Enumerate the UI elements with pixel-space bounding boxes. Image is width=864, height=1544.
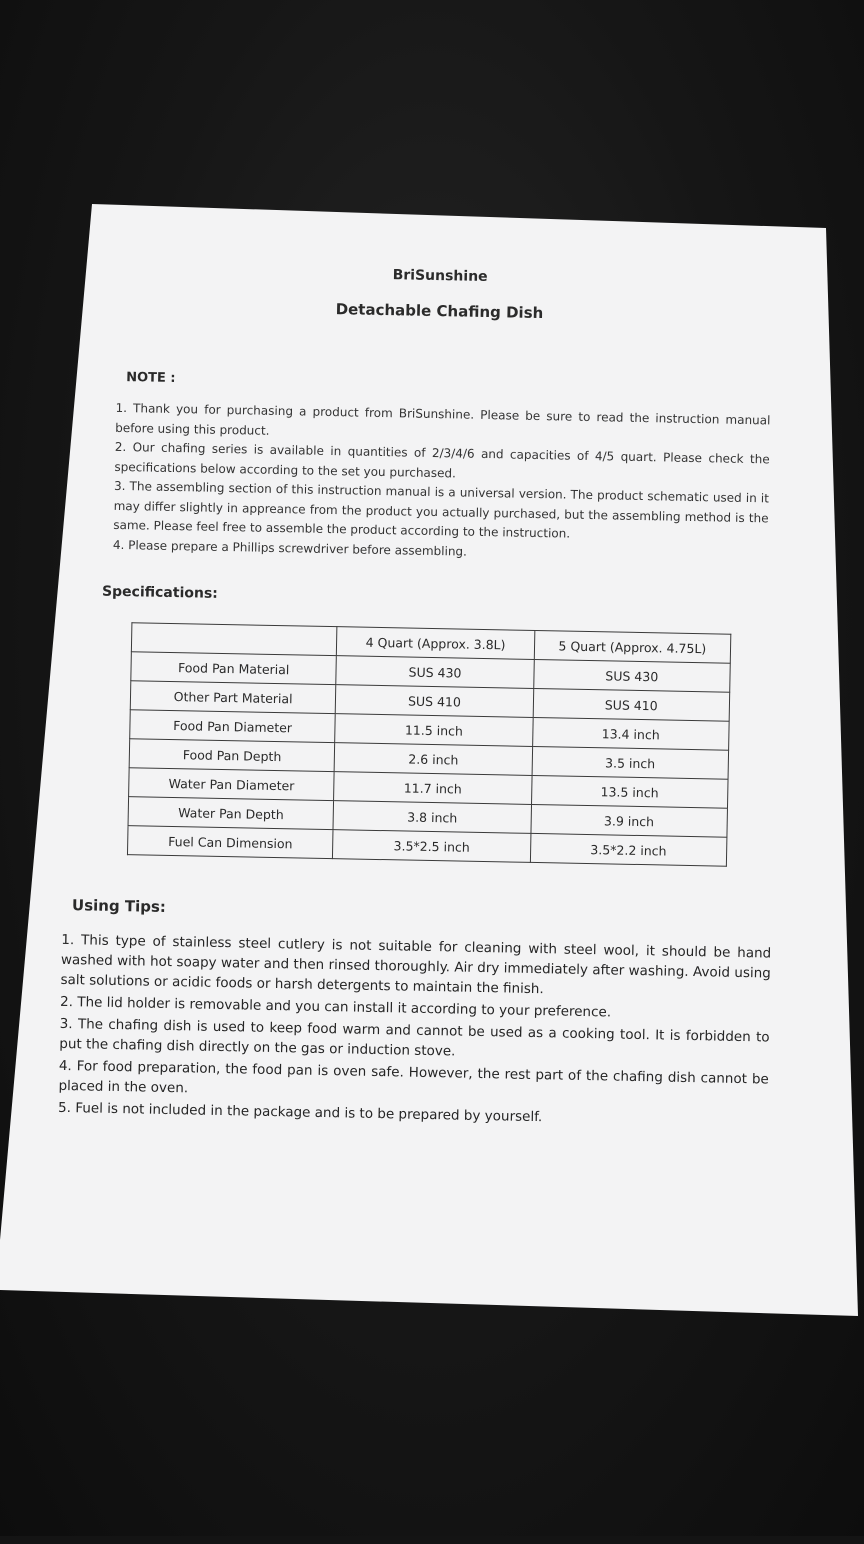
note-heading: NOTE : bbox=[125, 370, 176, 387]
specifications-table bbox=[127, 622, 731, 866]
note-item: 4. Please prepare a Phillips screwdriver before assembling. bbox=[112, 537, 468, 559]
table-cell: 13.5 inch bbox=[531, 775, 728, 808]
using-tips-list bbox=[58, 930, 772, 1134]
table-cell: 3.8 inch bbox=[333, 801, 531, 834]
table-cell: 3.5 inch bbox=[532, 746, 729, 779]
table-cell: 3.5*2.2 inch bbox=[530, 833, 727, 866]
specifications-heading: Specifications: bbox=[101, 583, 218, 602]
note-item: 2. Our chafing series is available in quantities of 2/3/4/6 and capacities of 4/5 quart. Please check the specifications below according to the set you purchased. bbox=[114, 439, 770, 480]
table-cell: Food Pan Depth bbox=[129, 739, 335, 772]
table-cell: SUS 430 bbox=[336, 656, 534, 689]
tip-item: 3. The chafing dish is used to keep food warm and cannot be used as a cooking tool. It is forbidden to put the chafing dish directly on the gas or induction stove. bbox=[59, 1015, 770, 1060]
note-list bbox=[113, 399, 771, 568]
table-cell: 13.4 inch bbox=[532, 717, 729, 750]
table-cell: SUS 430 bbox=[533, 659, 730, 692]
table-header-cell: 4 Quart (Approx. 3.8L) bbox=[337, 627, 535, 660]
table-header-cell: 5 Quart (Approx. 4.75L) bbox=[534, 630, 731, 663]
table-cell: SUS 410 bbox=[533, 688, 730, 721]
table-header-cell bbox=[131, 623, 337, 656]
using-tips-heading: Using Tips: bbox=[71, 896, 167, 916]
tip-item: 2. The lid holder is removable and you can install it according to your preference. bbox=[59, 993, 612, 1021]
brand-name: BriSunshine bbox=[392, 267, 488, 285]
table-cell: 11.5 inch bbox=[335, 714, 533, 747]
table-cell: Other Part Material bbox=[130, 681, 336, 714]
note-item: 3. The assembling section of this instruction manual is a universal version. The product schematic used in it may differ slightly in appreance from the product you actually purchased, but the assembling method is the same. Please feel free to assemble the product according to the instruction. bbox=[113, 478, 770, 541]
document-title: Detachable Chafing Dish bbox=[335, 300, 544, 323]
table-cell: 11.7 inch bbox=[334, 772, 532, 805]
table-cell: Food Pan Diameter bbox=[130, 710, 336, 743]
table-cell: Food Pan Material bbox=[131, 652, 337, 685]
table-cell: Fuel Can Dimension bbox=[127, 826, 333, 859]
tip-item: 4. For food preparation, the food pan is oven safe. However, the rest part of the chafing dish cannot be placed in the oven. bbox=[58, 1057, 769, 1097]
table-cell: 2.6 inch bbox=[334, 743, 532, 776]
tip-item: 5. Fuel is not included in the package and is to be prepared by yourself. bbox=[57, 1099, 543, 1126]
table-cell: 3.5*2.5 inch bbox=[333, 830, 531, 863]
table-cell: Water Pan Depth bbox=[128, 797, 334, 830]
note-item: 1. Thank you for purchasing a product from BriSunshine. Please be sure to read the instruction manual before using this product. bbox=[115, 400, 771, 438]
table-cell: Water Pan Diameter bbox=[129, 768, 335, 801]
table-cell: 3.9 inch bbox=[531, 804, 728, 837]
table-cell: SUS 410 bbox=[336, 685, 534, 718]
tip-item: 1. This type of stainless steel cutlery is not suitable for cleaning with steel wool, it should be hand washed with hot soapy water and then rinsed thoroughly. Air dry immediately after washing. Avoid using salt solutions or acidic foods or harsh detergents to maintain the finish. bbox=[60, 931, 772, 998]
